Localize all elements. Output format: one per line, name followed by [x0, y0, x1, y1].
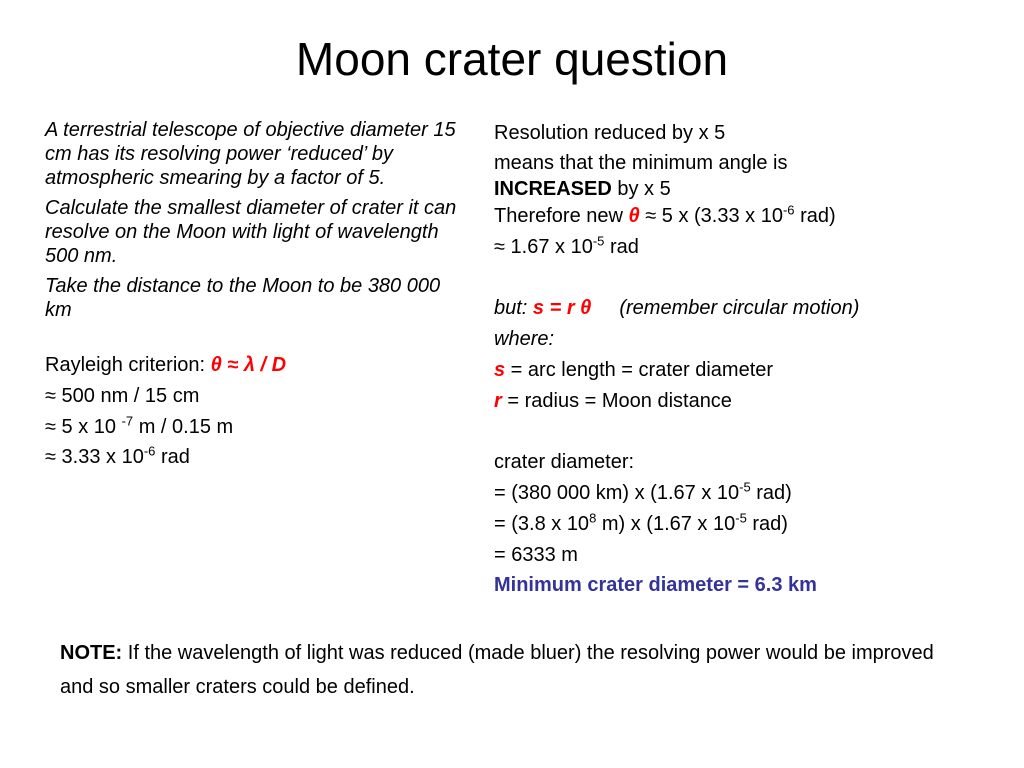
crater-step-2-exponent-2: -5 — [735, 510, 747, 526]
therefore-line — [494, 201, 994, 232]
rayleigh-label: Rayleigh criterion: — [45, 354, 211, 376]
question-paragraph-1: A terrestrial telescope of objective diameter 15 cm has its resolving power ‘reduced’ by atmospheric smearing by a factor of 5. — [45, 119, 456, 189]
arc-formula-line — [494, 293, 994, 324]
approx-angle-exponent: -5 — [592, 232, 605, 248]
r-symbol: r — [494, 389, 502, 412]
rayleigh-step-2 — [45, 412, 465, 443]
s-definition: = arc length = crater diameter — [505, 358, 774, 381]
left-column — [45, 118, 465, 473]
note-paragraph — [60, 636, 940, 704]
therefore-expression: ≈ 5 x (3.33 x 10 — [639, 204, 783, 227]
crater-step-2 — [494, 509, 994, 540]
rayleigh-line — [45, 350, 465, 381]
r-definition-line — [494, 386, 994, 417]
rayleigh-step-2-base: ≈ 5 x 10 — [45, 415, 122, 438]
theta-symbol: θ — [628, 204, 640, 227]
crater-step-1-tail: rad) — [750, 481, 792, 504]
crater-step-1-base: = (380 000 km) x (1.67 x 10 — [494, 481, 740, 504]
therefore-tail: rad) — [794, 204, 836, 227]
r-definition: = radius = Moon distance — [501, 389, 732, 412]
but-label: but: — [494, 297, 533, 320]
crater-label-line: crater diameter: — [494, 451, 635, 474]
crater-step-1-exponent: -5 — [739, 479, 751, 495]
crater-result: Minimum crater diameter = 6.3 km — [494, 574, 817, 597]
therefore-label: Therefore new — [494, 204, 629, 227]
resolution-line-3 — [494, 177, 994, 201]
note-text: If the wavelength of light was reduced (made bluer) the resolving power would be improved and so smaller craters could be defined. — [60, 642, 934, 698]
therefore-exponent: -6 — [782, 202, 795, 218]
resolution-line-2: means that the minimum angle is — [494, 151, 788, 174]
where-line: where: — [494, 327, 555, 350]
crater-step-2-exponent-1: 8 — [589, 510, 597, 526]
crater-step-1 — [494, 478, 994, 509]
remember-note: (remember circular motion) — [619, 297, 860, 320]
right-column — [494, 118, 994, 601]
rayleigh-step-3-exponent: -6 — [143, 443, 156, 459]
rayleigh-step-1: ≈ 500 nm / 15 cm — [45, 384, 200, 407]
approx-angle-tail: rad — [604, 235, 639, 258]
increased-word: INCREASED — [494, 177, 612, 200]
rayleigh-formula: θ ≈ λ / D — [210, 354, 287, 376]
crater-step-2-middle: m) x (1.67 x 10 — [596, 512, 736, 535]
rayleigh-step-3-tail: rad — [155, 446, 190, 469]
approx-angle-line — [494, 232, 994, 263]
approx-angle-base: ≈ 1.67 x 10 — [494, 235, 593, 258]
rayleigh-step-3 — [45, 442, 465, 473]
rayleigh-step-3-base: ≈ 3.33 x 10 — [45, 446, 144, 469]
question-paragraph-3: Take the distance to the Moon to be 380 000 km — [45, 275, 441, 321]
s-definition-line — [494, 355, 994, 386]
crater-step-3: = 6333 m — [494, 543, 578, 566]
slide-title: Moon crater question — [295, 33, 729, 85]
crater-step-2-tail: rad) — [746, 512, 788, 535]
arc-formula: s = r θ — [532, 297, 592, 320]
rayleigh-step-2-tail: m / 0.15 m — [133, 415, 234, 438]
crater-step-2-base: = (3.8 x 10 — [494, 512, 590, 535]
rayleigh-step-2-exponent: -7 — [121, 412, 134, 428]
s-symbol: s — [494, 358, 506, 381]
note-label: NOTE: — [60, 642, 123, 664]
increased-by-5: by x 5 — [611, 177, 671, 200]
resolution-line-1: Resolution reduced by x 5 — [494, 122, 726, 144]
question-paragraph-2: Calculate the smallest diameter of crater it can resolve on the Moon with light of wavelength 500 nm. — [45, 197, 457, 267]
